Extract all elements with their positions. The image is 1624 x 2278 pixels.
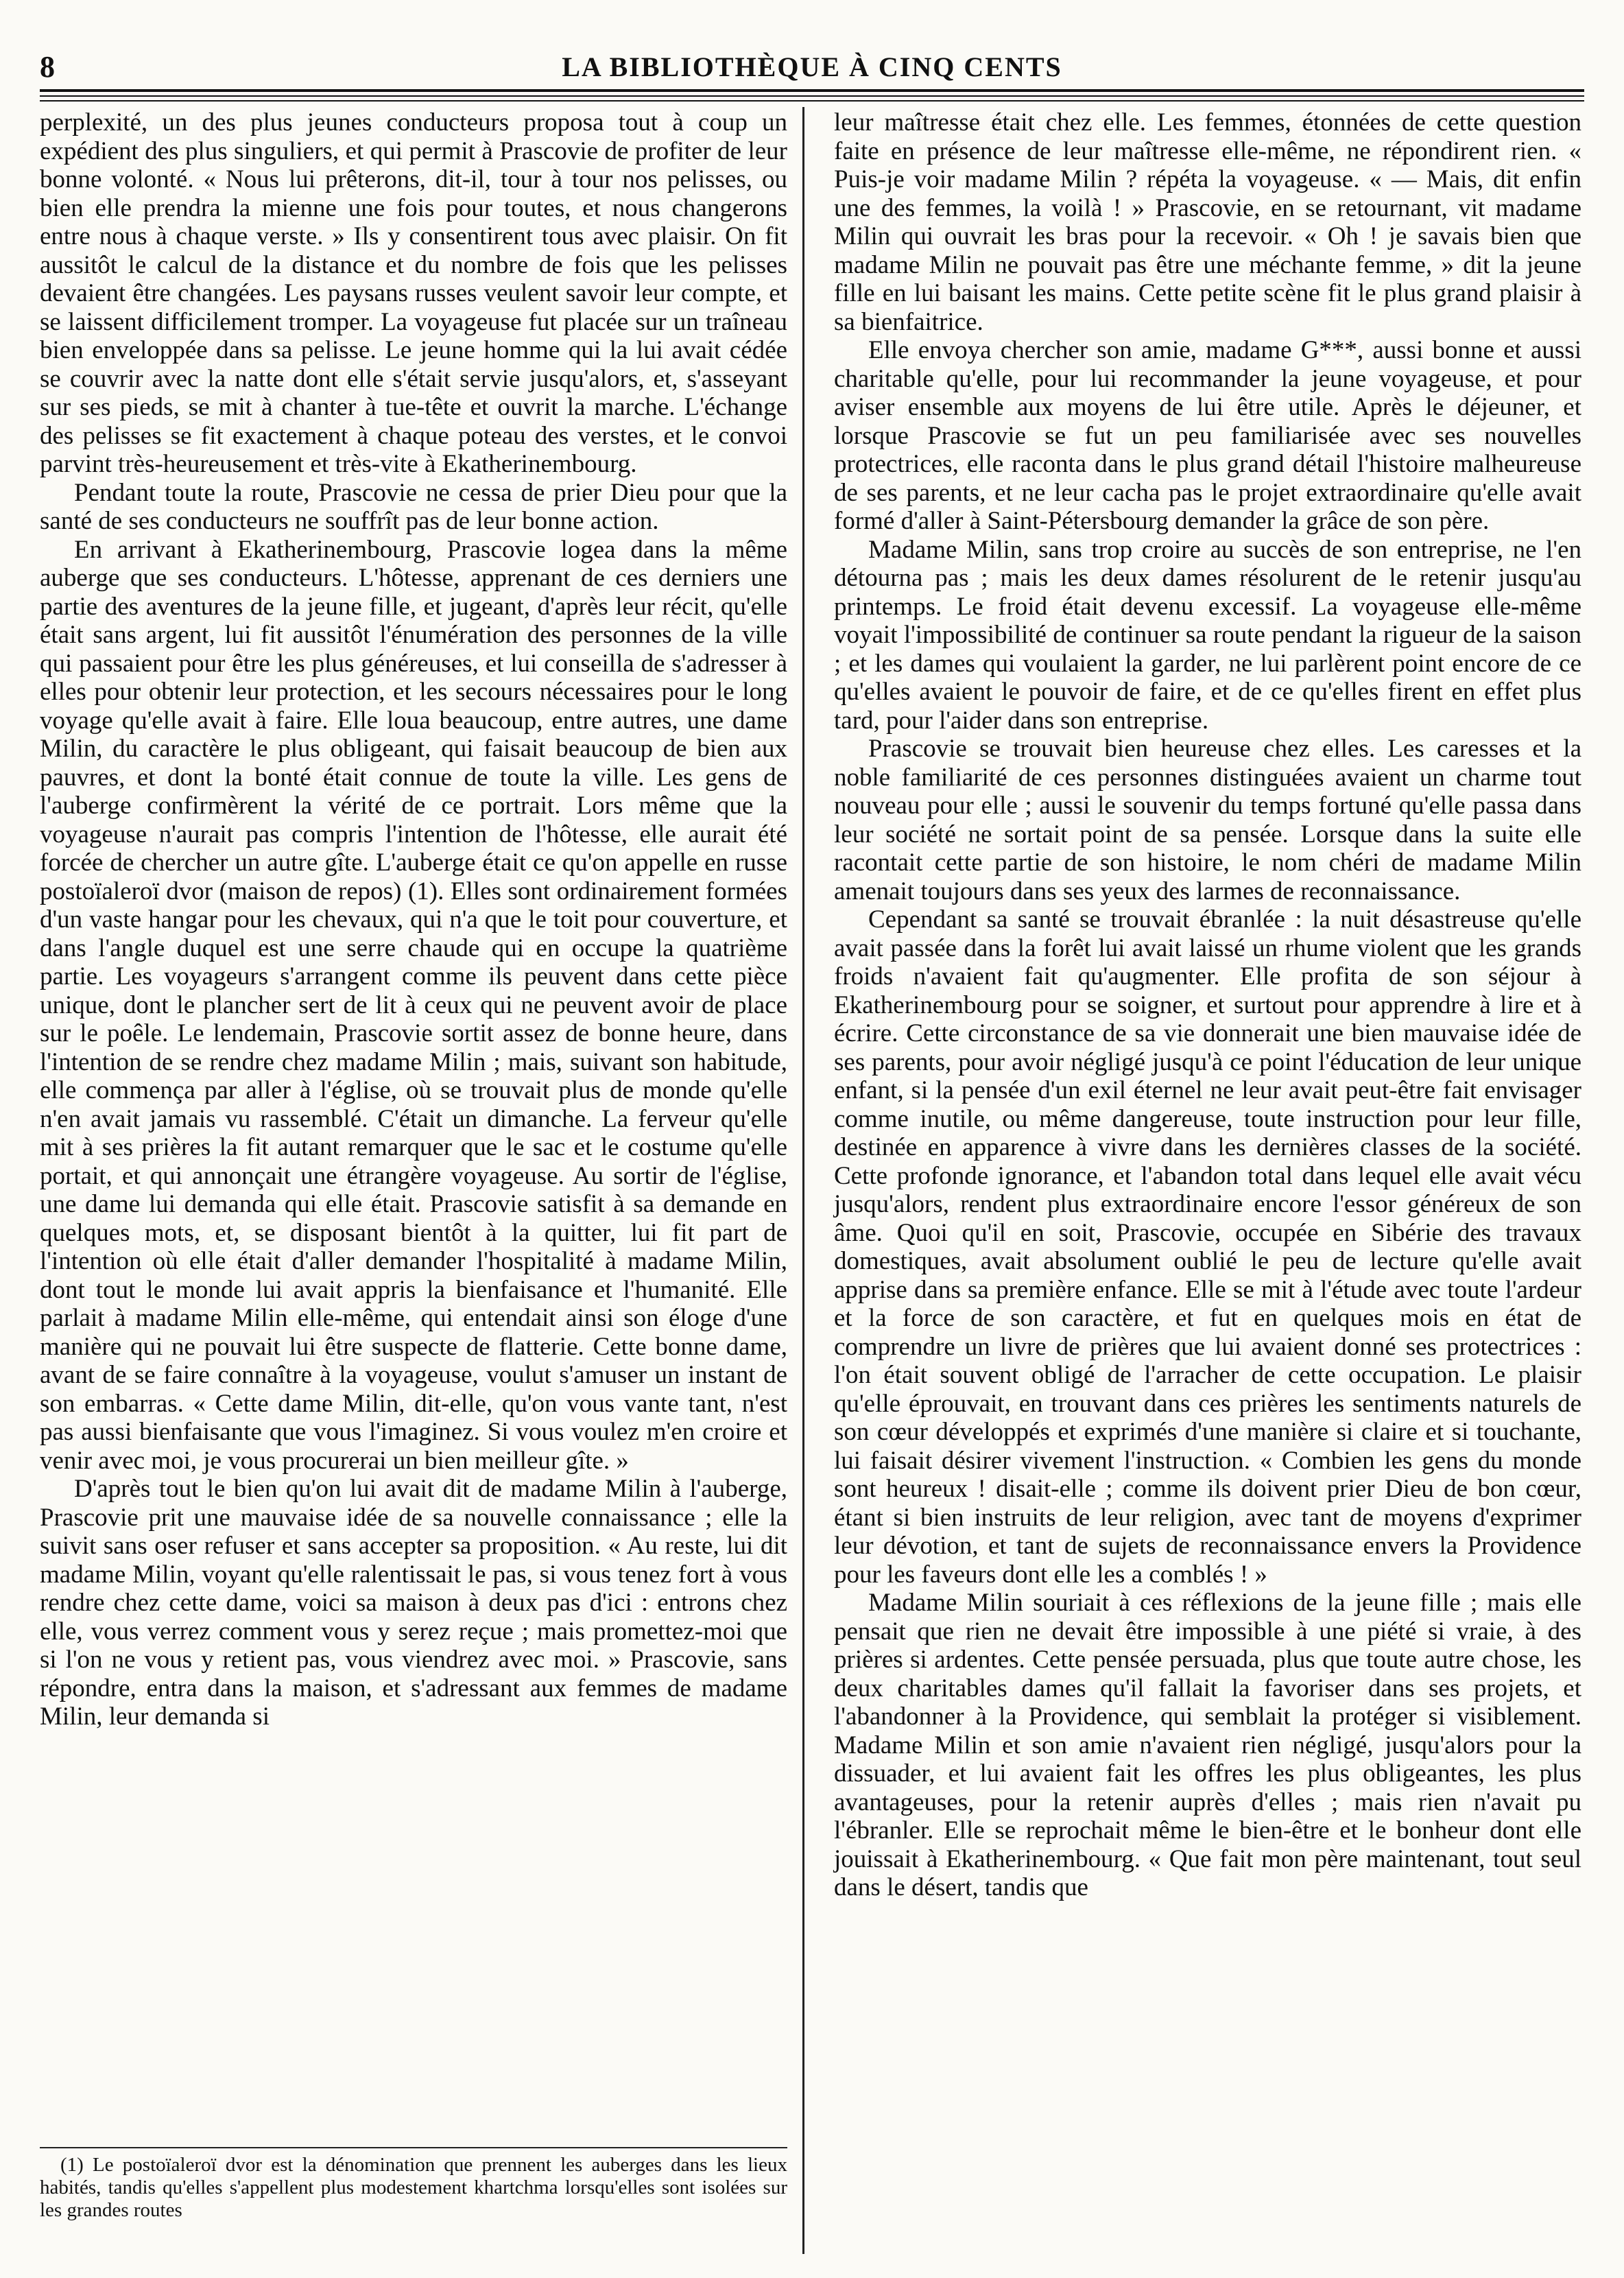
paragraph: Pendant toute la route, Prascovie ne cessa de prier Dieu pour que la santé de ses conducteurs ne souffrît pas de leur bonne action. <box>40 478 787 535</box>
paragraph: Madame Milin, sans trop croire au succès de son entreprise, ne l'en détourna pas ; mais les deux dames résolurent de le retenir jusqu'au printemps. Le froid était devenu excessif. La voyageuse elle-même voyait l'impossibilité de continuer sa route pendant la rigueur de la saison ; et les dames qui voulaient la garder, ne lui parlèrent point encore de ce qu'elles avaient le pouvoir de faire, et de ce qu'elles firent en effet plus tard, pour l'aider dans son entreprise. <box>834 535 1581 735</box>
header-rule-thin <box>40 95 1584 97</box>
paragraph: Elle envoya chercher son amie, madame G***, aussi bonne et aussi charitable qu'elle, pour lui recommander la jeune voyageuse, et pour aviser ensemble aux moyens de lui être utile. Après le déjeuner, et lorsque Prascovie se fut un peu familiarisée avec ses nouvelles protectrices, elle raconta dans le plus grand détail l'histoire malheureuse de ses parents, et ne leur cacha pas le projet extraordinaire qu'elle avait formé d'aller à Saint-Pétersbourg demander la grâce de son père. <box>834 336 1581 535</box>
right-column <box>834 108 1581 1902</box>
paragraph: En arrivant à Ekatherinembourg, Prascovie logea dans la même auberge que ses conducteurs. L'hôtesse, apprenant de ces derniers une partie des aventures de la jeune fille, et jugeant, d'après leur récit, qu'elle était sans argent, lui fit aussitôt l'énumération des personnes de la ville qui passaient pour être les plus généreuses, et lui conseilla de s'adresser à elles pour obtenir leur protection, et les secours nécessaires pour le long voyage qu'elle avait à faire. Elle loua beaucoup, entre autres, une dame Milin, du caractère le plus obligeant, qui faisait beaucoup de bien aux pauvres, et dont la bonté était connue de toute la ville. Les gens de l'auberge confirmèrent la vérité de ce portrait. Lors même que la voyageuse n'aurait pas compris l'intention de l'hôtesse, elle aurait été forcée de chercher un autre gîte. L'auberge était ce qu'on appelle en russe postoïaleroï dvor (maison de repos) (1). Elles sont ordinairement formées d'un vaste hangar pour les chevaux, qui n'a que le toit pour couverture, et dans l'angle duquel est une serre chaude qui en occupe la quatrième partie. Les voyageurs s'arrangent comme ils peuvent dans cette pièce unique, dont le plancher sert de lit à ceux qui ne peuvent avoir de place sur le poêle. Le lendemain, Prascovie sortit assez de bonne heure, dans l'intention de se rendre chez madame Milin ; mais, suivant son habitude, elle commença par aller à l'église, où se trouvait plus de monde qu'elle n'en avait jamais vu rassemblé. C'était un dimanche. La ferveur qu'elle mit à ses prières la fit autant remarquer que le sac et le costume qu'elle portait, et qui annonçait une étrangère voyageuse. Au sortir de l'église, une dame lui demanda qui elle était. Prascovie satisfit à sa demande en quelques mots, et, se disposant bientôt à la quitter, lui fit part de l'intention où elle était d'aller demander l'hospitalité à madame Milin, dont tout le monde lui avait appris la bienfaisance et l'humanité. Elle parlait à madame Milin elle-même, qui entendait ainsi son éloge d'une manière qui ne pouvait lui être suspecte de flatterie. Cette bonne dame, avant de se faire connaître à la voyageuse, voulut s'amuser un instant de son embarras. « Cette dame Milin, dit-elle, qu'on vous vante tant, n'est pas aussi bienfaisante que vous l'imaginez. Si vous voulez m'en croire et venir avec moi, je vous procurerai un bien meilleur gîte. » <box>40 535 787 1475</box>
column-divider <box>802 107 804 2254</box>
left-column <box>40 108 787 1731</box>
running-header <box>40 49 1584 88</box>
paragraph: Madame Milin souriait à ces réflexions de la jeune fille ; mais elle pensait que rien ne devait être impossible à une piété si vraie, à des prières si ardentes. Cette pensée persuada, plus que toute autre chose, les deux charitables dames qu'il fallait la favoriser dans ses projets, et l'abandonner à la Providence, qui semblait la protéger si visiblement. Madame Milin et son amie n'avaient rien négligé, jusqu'alors pour la dissuader, et lui avaient fait les offres les plus obligeantes, les plus avantageuses, pour la retenir auprès d'elles ; mais rien n'avait pu l'ébranler. Elle se reprochait même le bien-être et le bonheur dont elle jouissait à Ekatherinembourg. « Que fait mon père maintenant, tout seul dans le désert, tandis que <box>834 1589 1581 1901</box>
footnote-text: (1) Le postoïaleroï dvor est la dénomination que prennent les auberges dans les lieux habités, tandis qu'elles s'appellent plus modestement khartchma lorsqu'elles sont isolées sur les grandes routes <box>40 2154 787 2221</box>
paragraph: D'après tout le bien qu'on lui avait dit de madame Milin à l'auberge, Prascovie prit une mauvaise idée de sa nouvelle connaissance ; elle la suivit sans oser refuser et sans accepter sa proposition. « Au reste, lui dit madame Milin, voyant qu'elle ralentissait le pas, si vous tenez fort à vous rendre chez cette dame, voici sa maison à deux pas d'ici : entrons chez elle, vous verrez comment vous y serez reçue ; mais promettez-moi que si l'on ne vous y retient pas, vous viendrez avec moi. » Prascovie, sans répondre, entra dans la maison, et s'adressant aux femmes de madame Milin, leur demanda si <box>40 1475 787 1731</box>
running-title: LA BIBLIOTHÈQUE À CINQ CENTS <box>562 51 1062 82</box>
footnote <box>40 2154 787 2222</box>
paragraph: leur maîtresse était chez elle. Les femmes, étonnées de cette question faite en présence de leur maîtresse elle-même, ne répondirent rien. « Puis-je voir madame Milin ? répéta la voyageuse. « — Mais, dit enfin une des femmes, la voilà ! » Prascovie, en se retournant, vit madame Milin qui ouvrait les bras pour la recevoir. « Oh ! je savais bien que madame Milin ne pouvait pas être une méchante femme, » dit la jeune fille en lui baisant les mains. Cette petite scène fit le plus grand plaisir à sa bienfaitrice. <box>834 108 1581 336</box>
header-rule-thin-2 <box>40 100 1584 102</box>
paragraph: perplexité, un des plus jeunes conducteurs proposa tout à coup un expédient des plus singuliers, et qui permit à Prascovie de profiter de leur bonne volonté. « Nous lui prêterons, dit-il, tour à tour nos pelisses, ou bien elle prendra la mienne une fois pour toutes, et nous changerons entre nous à chaque verste. » Ils y consentirent tous avec plaisir. On fit aussitôt le calcul de la distance et du nombre de fois que les pelisses devaient être changées. Les paysans russes veulent savoir leur compte, et se laissent difficilement tromper. La voyageuse fut placée sur un traîneau bien enveloppée dans sa pelisse. Le jeune homme qui la lui avait cédée se couvrir avec la natte dont elle s'était servie jusqu'alors, et, s'asseyant sur ses pieds, se mit à chanter à tue-tête et ouvrit la marche. L'échange des pelisses se fit exactement à chaque poteau des verstes, et le convoi parvint très-heureusement et très-vite à Ekatherinembourg. <box>40 108 787 478</box>
paragraph: Cependant sa santé se trouvait ébranlée : la nuit désastreuse qu'elle avait passée dans la forêt lui avait laissé un rhume violent que les grands froids n'avaient fait qu'augmenter. Elle profita de son séjour à Ekatherinembourg pour se soigner, et surtout pour apprendre à lire et à écrire. Cette circonstance de sa vie donnerait une bien mauvaise idée de ses parents, pour avoir négligé jusqu'à ce point l'éducation de leur unique enfant, si la pensée d'un exil éternel ne leur avait peut-être fait envisager comme inutile, ou même dangereuse, toute instruction pour leur fille, destinée en apparence à vivre dans les dernières classes de la société. Cette profonde ignorance, et l'abandon total dans lequel elle avait vécu jusqu'alors, rendent plus extraordinaire encore l'essor généreux de son âme. Quoi qu'il en soit, Prascovie, occupée en Sibérie des travaux domestiques, avait absolument oublié le peu de lecture qu'elle avait apprise dans sa première enfance. Elle se mit à l'étude avec toute l'ardeur et la force de son caractère, et fut en quelques mois en état de comprendre un livre de prières que lui avaient donné ses protectrices : l'on était souvent obligé de l'arracher de cette occupation. Le plaisir qu'elle éprouvait, en trouvant dans ces prières les sentiments naturels de son cœur développés et exprimés d'une manière si claire et si touchante, lui faisait désirer vivement l'instruction. « Combien les gens du monde sont heureux ! disait-elle ; comme ils doivent prier Dieu de bon cœur, étant si bien instruits de leur religion, avec tant de moyens d'exprimer leur dévotion, et tant de sujets de reconnaissance envers la Providence pour les faveurs dont elle les a comblés ! » <box>834 905 1581 1589</box>
header-rule-thick <box>40 89 1584 92</box>
page-number: 8 <box>40 50 55 84</box>
footnote-rule <box>40 2147 787 2148</box>
paragraph: Prascovie se trouvait bien heureuse chez elles. Les caresses et la noble familiarité de ces personnes distinguées avaient un charme tout nouveau pour elle ; aussi le souvenir du temps fortuné qu'elle passa dans leur société ne sortait point de sa pensée. Lorsque dans la suite elle racontait cette partie de son histoire, le nom chéri de madame Milin amenait toujours dans ses yeux des larmes de reconnaissance. <box>834 735 1581 905</box>
